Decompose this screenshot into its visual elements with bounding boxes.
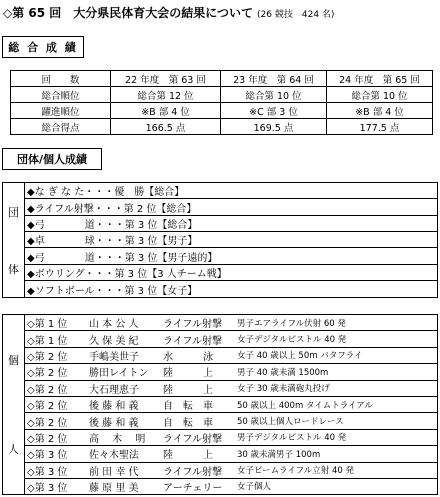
title-main: ◇第 65 回 大分県民体育大会の結果について <box>3 6 254 20</box>
event: 女子ビームライフル立射 40 発 <box>237 466 355 477</box>
column-header: 回 数 <box>11 71 111 87</box>
sport: 陸 上 <box>163 450 213 462</box>
table-cell: 総合得点 <box>11 119 111 135</box>
table-cell: 総合順位 <box>11 87 111 103</box>
rank: ◇第 1 位 <box>27 335 68 347</box>
table-cell: ※B 部 4 位 <box>327 103 433 119</box>
athlete-name: 高 木 明 <box>89 433 146 445</box>
table-cell: 総合第 10 位 <box>327 87 433 103</box>
side-char: 団 <box>8 205 19 219</box>
list-item <box>25 397 437 413</box>
list-item <box>25 479 437 494</box>
list-item: ◆な ぎ な た・・・優 勝【総合】 <box>25 183 437 199</box>
event: 女子 40 歳以上 50m バタフライ <box>237 351 363 362</box>
table-cell: 177.5 点 <box>327 119 433 135</box>
event: 女子デジタルピストル 40 発 <box>237 335 347 346</box>
column-header: 24 年度 第 65 回 <box>327 71 433 87</box>
list-item <box>25 463 437 479</box>
athlete-name: 大石理恵子 <box>89 384 139 396</box>
rank: ◇第 2 位 <box>27 417 68 429</box>
list-item <box>25 413 437 429</box>
column-header: 22 年度 第 63 回 <box>111 71 221 87</box>
table-header-row <box>11 71 433 87</box>
list-item: ◆弓 道・・・第 3 位【男子遠的】 <box>25 248 437 264</box>
athlete-name: 久 保 美 紀 <box>89 335 139 347</box>
athlete-name: 藤 原 里 美 <box>89 482 139 494</box>
side-char: 人 <box>8 443 19 457</box>
event: 男子エアライフル伏射 60 発 <box>237 318 346 329</box>
sport: 自 転 車 <box>163 401 213 413</box>
sport: ライフル射撃 <box>163 433 222 445</box>
sport: 水 泳 <box>163 351 213 363</box>
rank: ◇第 2 位 <box>27 433 68 445</box>
team-individual-heading <box>2 148 102 170</box>
team-side-label <box>3 183 25 297</box>
sport: ライフル射撃 <box>163 319 222 331</box>
individual-results-box <box>2 314 438 495</box>
event: 50 歳以上 400m タイムトライアル <box>237 400 373 411</box>
table-cell: 総合第 10 位 <box>221 87 327 103</box>
sport: 自 転 車 <box>163 417 213 429</box>
list-item <box>25 381 437 397</box>
event: 女子 30 歳未満砲丸投げ <box>237 384 330 395</box>
rank: ◇第 2 位 <box>27 401 68 413</box>
list-item: ◆卓 球・・・第 3 位【男子】 <box>25 232 437 248</box>
rank: ◇第 3 位 <box>27 482 68 494</box>
sport: アーチェリー <box>163 482 223 494</box>
list-item <box>25 364 437 380</box>
rank: ◇第 2 位 <box>27 351 68 363</box>
table-row <box>11 87 433 103</box>
athlete-name: 佐々木聖法 <box>89 450 139 462</box>
title-subtitle: (26 競技 424 名) <box>257 10 335 20</box>
table-cell: ※C 部 3 位 <box>221 103 327 119</box>
sport: ライフル射撃 <box>163 335 222 347</box>
table-row <box>11 103 433 119</box>
sport: 陸 上 <box>163 368 213 380</box>
event: 30 歳未満男子 100m <box>237 449 321 460</box>
table-cell: 166.5 点 <box>111 119 221 135</box>
event: 男子 40 歳未満 1500m <box>237 367 329 378</box>
table-cell: 総合第 12 位 <box>111 87 221 103</box>
event: 50 歳以上個人ロードレース <box>237 417 344 428</box>
list-item: ◆弓 道・・・第 3 位【総合】 <box>25 216 437 232</box>
athlete-name: 山 本 公 人 <box>89 319 139 331</box>
team-individual-heading-label: 団体/個人成績 <box>16 153 88 166</box>
list-item <box>25 430 437 446</box>
rank: ◇第 3 位 <box>27 450 68 462</box>
athlete-name: 勝田レイトン <box>89 368 149 380</box>
athlete-name: 前 田 幸 代 <box>89 466 139 478</box>
athlete-name: 後 藤 和 義 <box>89 417 139 429</box>
list-item <box>25 331 437 347</box>
table-cell: ※B 部 4 位 <box>111 103 221 119</box>
rank: ◇第 2 位 <box>27 368 68 380</box>
overall-heading-label: 総 合 成 績 <box>8 41 78 54</box>
rank: ◇第 1 位 <box>27 319 68 331</box>
sport: ライフル射撃 <box>163 466 222 478</box>
team-results-list <box>25 183 437 297</box>
table-cell: 169.5 点 <box>221 119 327 135</box>
athlete-name: 手嶋美世子 <box>89 351 139 363</box>
overall-results-table <box>10 70 433 135</box>
table-row <box>11 119 433 135</box>
sport: 陸 上 <box>163 384 213 396</box>
side-char: 個 <box>8 353 19 367</box>
individual-side-label <box>3 315 25 494</box>
side-char: 体 <box>8 262 19 276</box>
list-item <box>25 315 437 331</box>
overall-heading <box>2 36 84 58</box>
athlete-name: 後 藤 和 義 <box>89 401 139 413</box>
rank: ◇第 3 位 <box>27 466 68 478</box>
list-item: ◆ソフトボール・・・第 3 位【女子】 <box>27 285 198 297</box>
list-item: ◆ライフル射撃・・・第 2 位【総合】 <box>25 199 437 215</box>
team-results-box <box>2 182 438 298</box>
list-item: ◆ボウリング・・・第 3 位【3 人チーム戦】 <box>25 265 437 281</box>
event: 男子デジタルピストル 40 発 <box>237 433 347 444</box>
list-item <box>25 446 437 462</box>
table-cell: 躍進順位 <box>11 103 111 119</box>
column-header: 23 年度 第 64 回 <box>221 71 327 87</box>
individual-results-list <box>25 315 437 494</box>
rank: ◇第 2 位 <box>27 384 68 396</box>
event: 女子個人 <box>237 482 272 493</box>
page-title <box>3 2 439 18</box>
list-item <box>25 348 437 364</box>
